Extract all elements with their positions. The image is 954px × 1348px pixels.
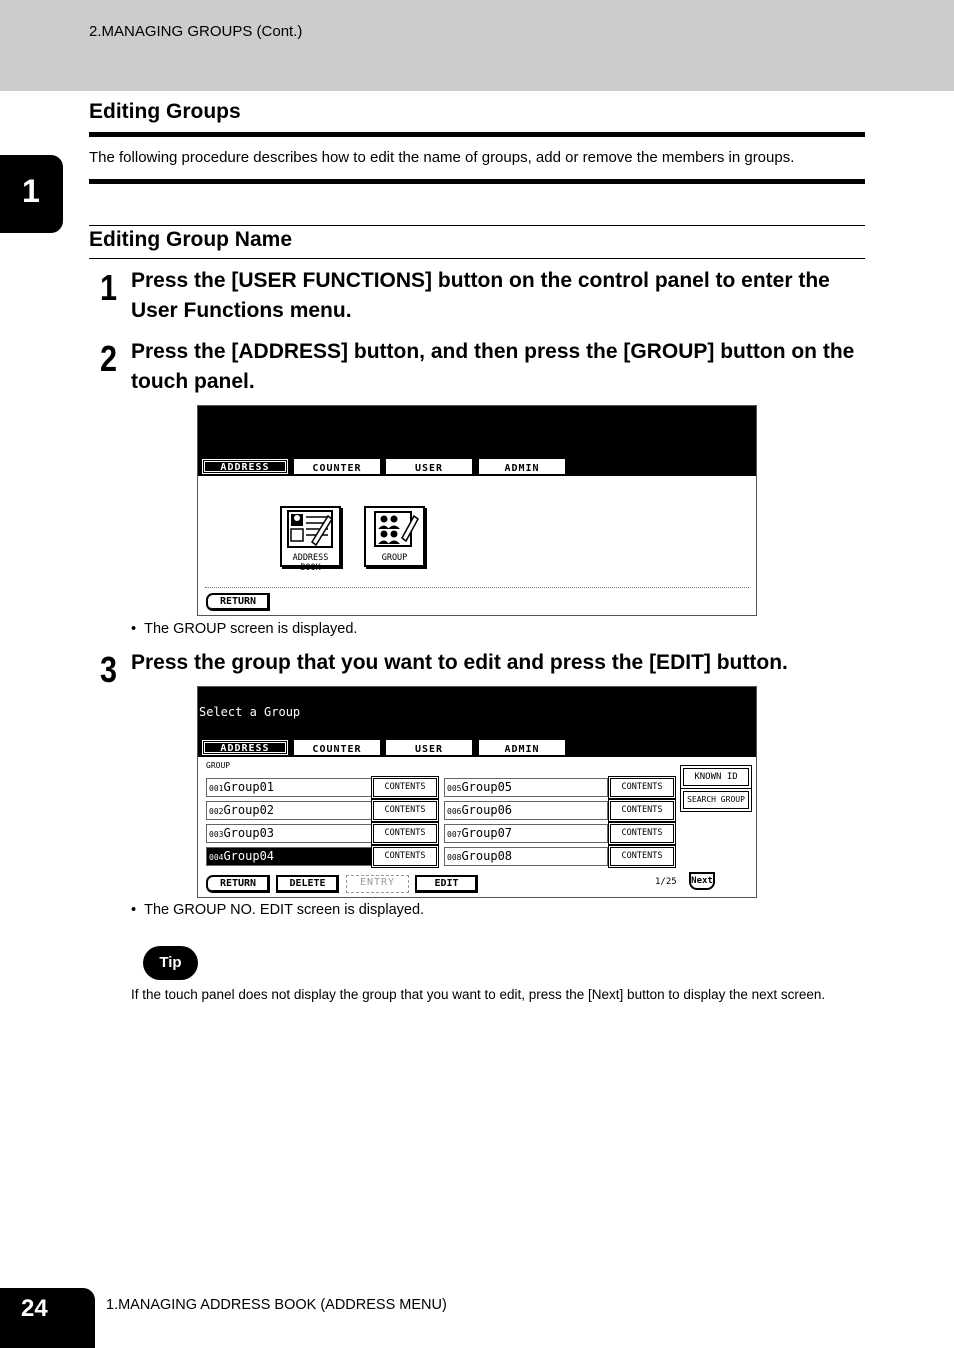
divider bbox=[205, 587, 749, 588]
group-label: GROUP bbox=[381, 553, 408, 563]
subsection-rule-top bbox=[89, 225, 865, 226]
touch-panel-screenshot-group bbox=[197, 686, 757, 898]
tab-counter[interactable]: COUNTER bbox=[294, 459, 380, 474]
step-3-text: Press the group that you want to edit and press the [EDIT] button. bbox=[131, 651, 788, 674]
section-rule-bottom bbox=[89, 179, 865, 184]
contents-button[interactable]: CONTENTS bbox=[373, 847, 437, 866]
group-row-006[interactable] bbox=[444, 801, 608, 820]
step-2-number: 2 bbox=[100, 338, 118, 379]
group-no: 003 bbox=[209, 830, 224, 839]
tab-user[interactable]: USER bbox=[386, 459, 472, 474]
contents-button[interactable]: CONTENTS bbox=[373, 824, 437, 843]
section-title: Editing Groups bbox=[89, 100, 241, 123]
tab-user[interactable]: USER bbox=[386, 740, 472, 755]
group-no: 006 bbox=[447, 807, 462, 816]
chapter-number: 1 bbox=[22, 173, 40, 209]
screen-title: Select a Group bbox=[199, 705, 301, 719]
footer-page-box bbox=[0, 1288, 95, 1348]
bullet-2-text: The GROUP NO. EDIT screen is displayed. bbox=[144, 902, 425, 918]
group-name: Group06 bbox=[461, 803, 513, 817]
delete-button[interactable]: DELETE bbox=[276, 875, 339, 893]
page-indicator: 1/25 bbox=[655, 877, 677, 887]
tab-counter[interactable]: COUNTER bbox=[294, 740, 380, 755]
subsection-rule-bottom bbox=[89, 258, 865, 259]
group-no: 007 bbox=[447, 830, 462, 839]
page-number: 24 bbox=[21, 1295, 48, 1322]
tab-admin[interactable]: ADMIN bbox=[479, 459, 565, 474]
tip-badge: Tip bbox=[143, 946, 198, 980]
group-name: Group08 bbox=[461, 849, 513, 863]
tab-admin[interactable]: ADMIN bbox=[479, 740, 565, 755]
bullet-1-text: The GROUP screen is displayed. bbox=[144, 621, 358, 637]
section-intro: The following procedure describes how to edit the name of groups, add or remove the members in groups. bbox=[89, 149, 795, 166]
footer-title: 1.MANAGING ADDRESS BOOK (ADDRESS MENU) bbox=[106, 1297, 447, 1313]
group-no: 005 bbox=[447, 784, 462, 793]
group-icon bbox=[366, 508, 423, 552]
step-2-text: Press the [ADDRESS] button, and then press the [GROUP] button on the touch panel. bbox=[131, 340, 855, 393]
step-1-text: Press the [USER FUNCTIONS] button on the control panel to enter the User Functions menu. bbox=[131, 269, 830, 322]
edit-button[interactable]: EDIT bbox=[415, 875, 478, 893]
running-header: 2.MANAGING GROUPS (Cont.) bbox=[89, 23, 303, 40]
subsection-title: Editing Group Name bbox=[89, 228, 293, 251]
group-name: Group02 bbox=[223, 803, 275, 817]
bullet-2 bbox=[131, 902, 424, 918]
bullet-1 bbox=[131, 621, 357, 637]
contents-button[interactable]: CONTENTS bbox=[610, 778, 674, 797]
tip-text: If the touch panel does not display the group that you want to edit, press the [Next] button to display the next screen. bbox=[131, 987, 826, 1002]
group-row-007[interactable] bbox=[444, 824, 608, 843]
search-group-button[interactable]: SEARCH GROUP bbox=[683, 791, 749, 809]
contents-button[interactable]: CONTENTS bbox=[610, 801, 674, 820]
section-rule-top bbox=[89, 132, 865, 137]
entry-button-disabled: ENTRY bbox=[346, 875, 409, 893]
group-row-008[interactable] bbox=[444, 847, 608, 866]
group-name: Group04 bbox=[223, 849, 275, 863]
bullet-dot: • bbox=[131, 621, 145, 637]
group-row-004-selected[interactable] bbox=[206, 847, 372, 866]
group-row-005[interactable] bbox=[444, 778, 608, 797]
group-name: Group03 bbox=[223, 826, 275, 840]
header-band bbox=[0, 0, 954, 91]
next-button[interactable]: Next bbox=[689, 872, 715, 890]
tab-address[interactable]: ADDRESS bbox=[202, 459, 288, 474]
return-button[interactable]: RETURN bbox=[206, 593, 270, 611]
group-row-002[interactable] bbox=[206, 801, 372, 820]
tab-address[interactable]: ADDRESS bbox=[202, 740, 288, 755]
group-row-003[interactable] bbox=[206, 824, 372, 843]
address-book-button[interactable] bbox=[280, 506, 341, 573]
group-name: Group07 bbox=[461, 826, 513, 840]
bullet-dot: • bbox=[131, 902, 145, 918]
step-1-number: 1 bbox=[100, 267, 118, 308]
group-button[interactable] bbox=[364, 506, 425, 567]
group-no: 001 bbox=[209, 784, 224, 793]
step-3-number: 3 bbox=[100, 649, 118, 690]
contents-button[interactable]: CONTENTS bbox=[373, 801, 437, 820]
contents-button[interactable]: CONTENTS bbox=[373, 778, 437, 797]
group-row-001[interactable] bbox=[206, 778, 372, 797]
group-name: Group05 bbox=[461, 780, 513, 794]
group-no: 004 bbox=[209, 853, 224, 862]
address-book-icon bbox=[282, 508, 339, 552]
known-id-button[interactable]: KNOWN ID bbox=[683, 768, 749, 786]
contents-button[interactable]: CONTENTS bbox=[610, 847, 674, 866]
return-button[interactable]: RETURN bbox=[206, 875, 270, 893]
address-book-label: ADDRESS BOOK bbox=[292, 553, 329, 573]
group-no: 002 bbox=[209, 807, 224, 816]
touch-panel-screenshot-address bbox=[197, 405, 757, 616]
chapter-tab bbox=[0, 155, 63, 233]
contents-button[interactable]: CONTENTS bbox=[610, 824, 674, 843]
group-name: Group01 bbox=[223, 780, 275, 794]
group-list-label: GROUP bbox=[206, 761, 231, 770]
group-no: 008 bbox=[447, 853, 462, 862]
